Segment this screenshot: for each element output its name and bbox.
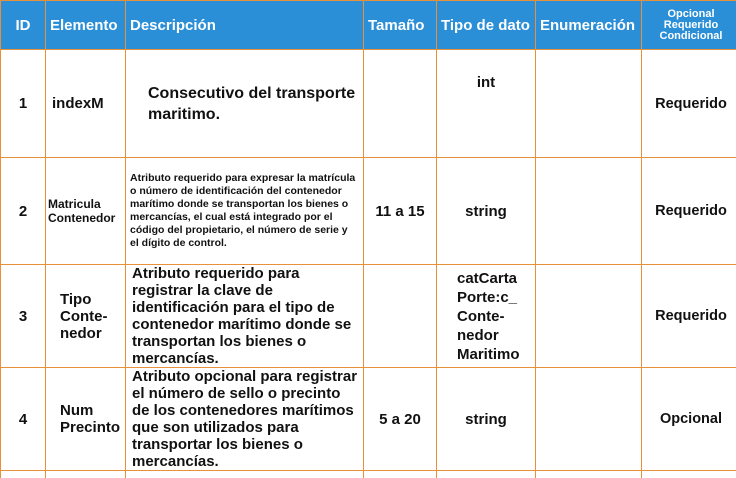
row-tipo-dato: string	[437, 158, 536, 265]
row-enumeracion	[536, 265, 642, 368]
table-row	[1, 158, 736, 265]
header-opcional-line: Opcional	[667, 7, 715, 20]
empty-cell	[1, 471, 46, 478]
row-elemento-line: Conte-	[60, 307, 108, 325]
row-descripcion: Atributo requerido para registrar la clave de identificación para el tipo de contenedor marítimo donde se transportan los bienes o mercancías.	[126, 265, 364, 368]
row-tipo-dato	[437, 265, 536, 368]
row-tipo-dato-line: Conte-	[457, 307, 505, 325]
row-id: 4	[1, 368, 46, 471]
row-elemento	[46, 368, 126, 471]
row-id: 2	[1, 158, 46, 265]
empty-cell	[126, 471, 364, 478]
row-tipo-dato: int	[437, 50, 536, 158]
table-row-partial	[1, 471, 736, 478]
row-enumeracion	[536, 50, 642, 158]
row-requerido: Requerido	[642, 265, 736, 368]
row-id: 3	[1, 265, 46, 368]
row-elemento-line: Num	[60, 402, 94, 419]
row-elemento-line: Precinto	[60, 419, 121, 436]
empty-cell	[437, 471, 536, 478]
empty-cell	[536, 471, 642, 478]
row-descripcion: Consecutivo del transporte maritimo.	[126, 50, 364, 158]
row-enumeracion	[536, 158, 642, 265]
header-descripcion: Descripción	[126, 1, 364, 50]
row-id: 1	[1, 50, 46, 158]
row-elemento-line: Tipo	[60, 290, 92, 308]
row-tipo-dato-line: Maritimo	[457, 345, 520, 363]
row-requerido: Requerido	[642, 158, 736, 265]
row-elemento: indexM	[46, 50, 126, 158]
row-requerido: Requerido	[642, 50, 736, 158]
row-tipo-dato-line: nedor	[457, 326, 499, 344]
row-elemento-line: nedor	[60, 324, 102, 342]
header-enumeracion: Enumeración	[536, 1, 642, 50]
header-row	[1, 1, 736, 50]
row-requerido: Opcional	[642, 368, 736, 471]
header-tamano: Tamaño	[364, 1, 437, 50]
empty-cell	[46, 471, 126, 478]
row-descripcion: Atributo requerido para expresar la matrícula o número de identificación del contenedor marítimo donde se transportan los bienes o mercancías, el cual está integrado por el código del propietario, el número de serie y el dígito de control.	[126, 158, 364, 265]
header-requerido-line: Requerido	[663, 18, 719, 31]
header-id: ID	[1, 1, 46, 50]
row-descripcion: Atributo opcional para registrar el número de sello o precinto de los contenedores marítimos que son utilizados para transportar los bienes o mercancías.	[126, 368, 364, 471]
row-tipo-dato-line: Porte:c_	[457, 288, 518, 306]
row-elemento	[46, 265, 126, 368]
row-tamano: 11 a 15	[364, 158, 437, 265]
row-enumeracion	[536, 368, 642, 471]
table-row	[1, 265, 736, 368]
row-elemento: Matricula Contenedor	[46, 158, 126, 265]
header-tipo-dato: Tipo de dato	[437, 1, 536, 50]
row-tamano: 5 a 20	[364, 368, 437, 471]
header-opcional-requerido	[642, 1, 736, 50]
empty-cell	[364, 471, 437, 478]
row-tamano	[364, 50, 437, 158]
header-elemento: Elemento	[46, 1, 126, 50]
header-condicional-line: Condicional	[659, 29, 723, 42]
table-row	[1, 50, 736, 158]
table-row	[1, 368, 736, 471]
empty-cell	[642, 471, 736, 478]
row-tipo-dato: string	[437, 368, 536, 471]
row-tamano	[364, 265, 437, 368]
row-tipo-dato-line: catCarta	[457, 269, 518, 287]
